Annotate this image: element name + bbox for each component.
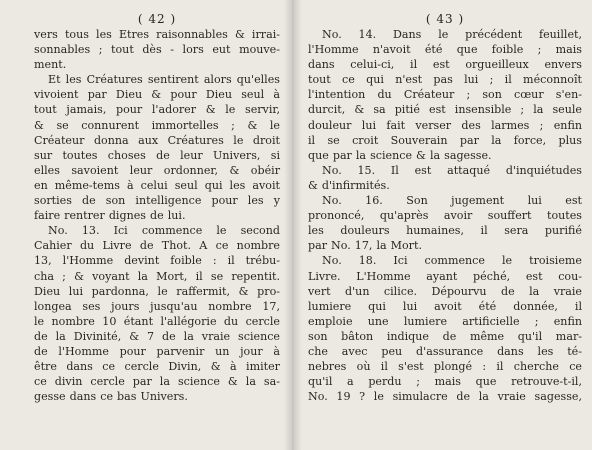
text-line: emploie une lumiere artificielle ; enfin (308, 314, 582, 328)
page-number: ( 43 ) (425, 12, 465, 26)
text-line: ment. (34, 58, 67, 72)
text-line: cha ; & voyant la Mort, il se repentit. (34, 269, 280, 283)
text-line: sonnables ; tout dès - lors eut mouve- (34, 43, 280, 57)
text-line: qu'il a perdu ; mais que retrouve-t-il, (308, 375, 582, 389)
text-line: No. 18. Ici commence le troisieme (322, 254, 582, 268)
text-line: de l'Homme pour parvenir un jour à (34, 344, 280, 358)
text-line: longea ses jours jusqu'au nombre 17, (34, 299, 280, 313)
text-line: ce divin cercle par la science & la sa- (34, 375, 280, 389)
text-line: douleur lui fait verser des larmes ; enfin (308, 118, 582, 132)
text-line: 13, l'Homme devint foible : il trébu- (34, 254, 280, 268)
text-line: le nombre 10 étant l'allégorie du cercle (34, 314, 280, 328)
text-line: tout jamais, pour l'adorer & le servir, (34, 103, 280, 117)
text-line: Dieu lui pardonna, le raffermit, & pro- (34, 284, 280, 298)
text-line: Cahier du Livre de Thot. A ce nombre (34, 239, 280, 253)
text-line: par No. 17, la Mort. (308, 239, 422, 253)
text-line: dans celui-ci, il est orgueilleux envers (308, 58, 582, 72)
text-line: son bâton indique de même qu'il mar- (308, 329, 582, 343)
text-line: durcit, & sa pitié est insensible ; la seule (308, 103, 582, 117)
text-line: & d'infirmités. (308, 178, 390, 192)
text-line: l'Homme n'avoit été que foible ; mais (308, 43, 582, 57)
text-line: que par la science & la sagesse. (308, 148, 492, 162)
text-line: vivoient par Dieu & pour Dieu seul à (34, 88, 280, 102)
text-line: No. 19 ? le simulacre de la vraie sagesse, (308, 390, 582, 404)
text-line: tout ce qui n'est pas lui ; il méconnoît (308, 73, 582, 87)
text-line: nebres où il s'est plongé : il cherche ce (308, 360, 582, 374)
text-line: elles savoient leur ordonner, & obéir (34, 163, 280, 177)
text-line: lumiere qui lui avoit été donnée, il (308, 299, 582, 313)
text-line: Livre. L'Homme ayant péché, est cou- (308, 269, 582, 283)
text-line: en même-tems à celui seul qui les avoit (34, 178, 280, 192)
right-page (292, 0, 592, 450)
text-line: les douleurs humaines, il sera purifié (308, 224, 582, 238)
text-line: sorties de son intelligence pour les y (34, 194, 280, 208)
text-line: vers tous les Etres raisonnables & irrai- (34, 28, 280, 41)
text-line: No. 13. Ici commence le second (48, 224, 280, 238)
text-line: faire rentrer dignes de lui. (34, 209, 186, 223)
text-line: che avec peu d'assurance dans les té- (308, 344, 582, 358)
text-line: de la Divinité, & 7 de la vraie science (34, 329, 280, 343)
text-line: No. 16. Son jugement lui est (322, 194, 582, 208)
right-text-block (308, 27, 582, 404)
text-line: Et les Créatures sentirent alors qu'elles (48, 73, 280, 87)
text-line: être dans ce cercle Divin, & à imiter (34, 360, 280, 374)
text-line: il se croit Souverain par la force, plus (308, 133, 582, 147)
text-line: sur toutes choses de leur Univers, si (34, 148, 280, 162)
page-number: ( 42 ) (137, 12, 177, 26)
left-page (0, 0, 292, 450)
text-line: Créateur donna aux Créatures le droit (34, 133, 280, 147)
text-line: & se connurent immortelles ; & le (34, 118, 280, 132)
text-line: prononcé, qu'après avoir souffert toutes (308, 209, 582, 223)
text-line: No. 14. Dans le précédent feuillet, (322, 28, 582, 41)
text-line: l'intention du Créateur ; son cœur s'en- (308, 88, 582, 102)
left-text-block (34, 27, 280, 404)
text-line: gesse dans ce bas Univers. (34, 390, 188, 404)
text-line: vert d'un cilice. Dépourvu de la vraie (308, 284, 582, 298)
text-line: No. 15. Il est attaqué d'inquiétudes (322, 163, 582, 177)
